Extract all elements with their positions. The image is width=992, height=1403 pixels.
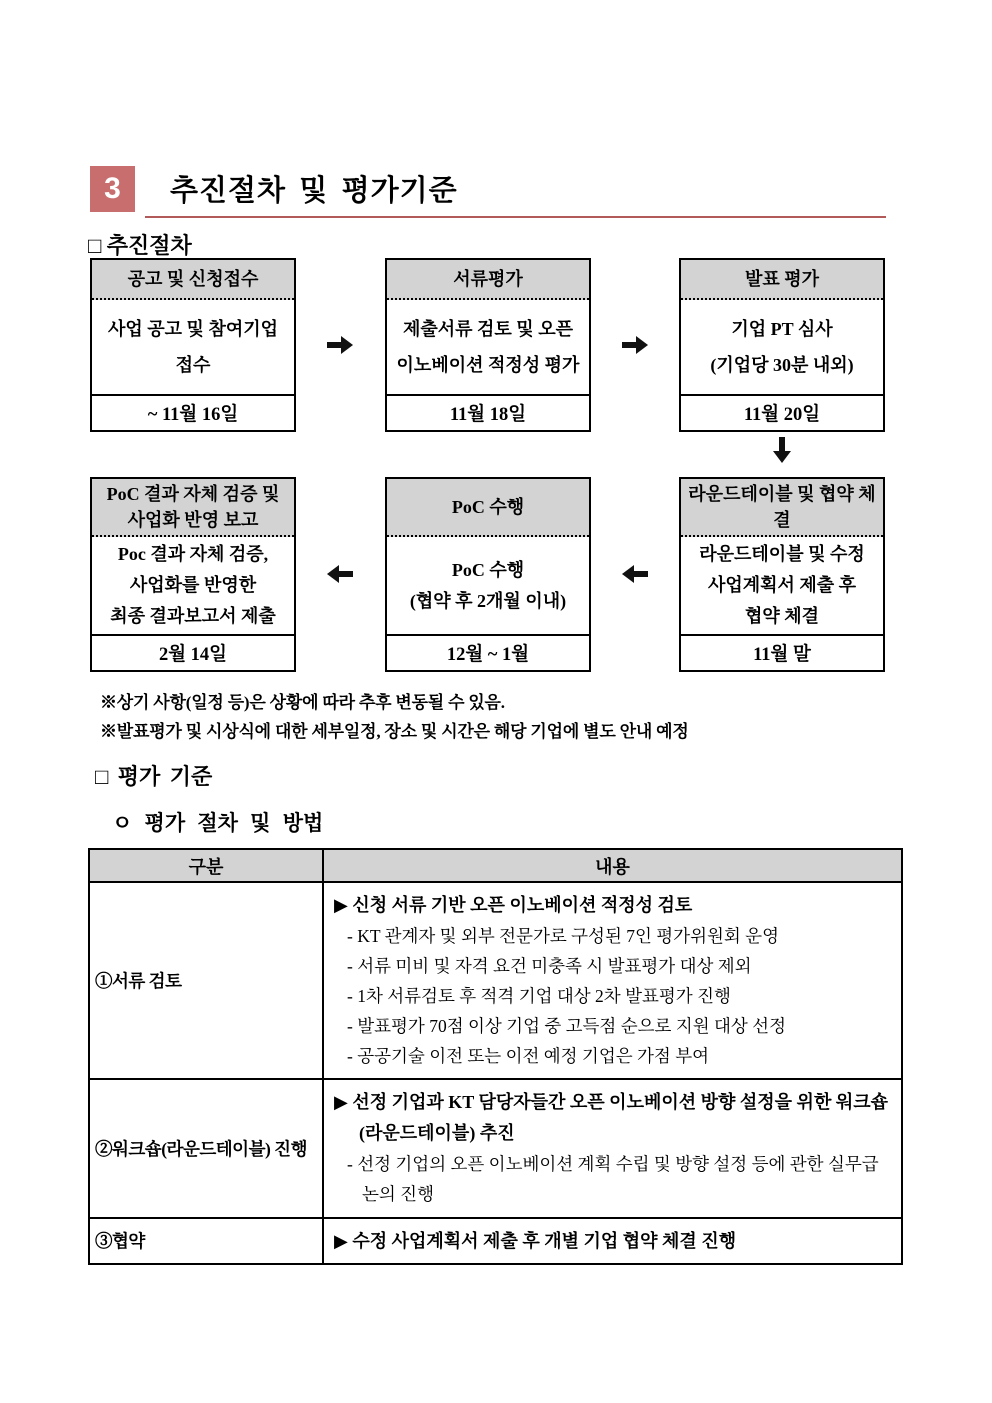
- content-agreement: [323, 1218, 902, 1265]
- table-row: [89, 882, 902, 1079]
- category-workshop: ②워크숍(라운드테이블) 진행: [89, 1079, 323, 1217]
- dash-line: - 발표평가 70점 이상 기업 중 고득점 순으로 지원 대상 선정: [347, 1016, 786, 1037]
- step-date: 11월 18일: [387, 394, 589, 430]
- step-desc: Poc 결과 자체 검증, 사업화를 반영한 최종 결과보고서 제출: [110, 544, 276, 626]
- category-document-review: ①서류 검토: [89, 882, 323, 1079]
- step-title: PoC 수행: [387, 479, 589, 537]
- bullet-line: ▶ 신청 서류 기반 오픈 이노베이션 적정성 검토: [334, 895, 693, 915]
- step-title: 라운드테이블 및 협약 체결: [681, 479, 883, 537]
- step-date: 11월 말: [681, 634, 883, 670]
- table-header-category: 구분: [89, 849, 323, 882]
- note-line: ※상기 사항(일정 등)은 상황에 따라 추후 변동될 수 있음.: [100, 693, 505, 712]
- step-title: 발표 평가: [681, 260, 883, 300]
- step-title: PoC 결과 자체 검증 및 사업화 반영 보고: [92, 479, 294, 537]
- category-agreement: ③협약: [89, 1218, 323, 1265]
- step-desc: 제출서류 검토 및 오픈 이노베이션 적정성 평가: [396, 319, 580, 375]
- evaluation-table: [88, 848, 903, 1265]
- flow-step-roundtable-agreement: [679, 477, 885, 672]
- arrow-down-icon: [773, 436, 791, 464]
- dash-line: - 선정 기업의 오픈 이노베이션 계획 수립 및 방향 설정 등에 관한 실무급 논의 진행: [347, 1154, 879, 1205]
- step-date: 12월 ~ 1월: [387, 634, 589, 670]
- page-title: 추진절차 및 평가기준: [170, 175, 458, 207]
- table-header-content: 내용: [323, 849, 902, 882]
- section-number-badge: 3: [90, 166, 135, 212]
- step-desc: 기업 PT 심사 (기업당 30분 내외): [710, 319, 854, 375]
- dash-line: - 1차 서류검토 후 적격 기업 대상 2차 발표평가 진행: [347, 986, 731, 1007]
- arrow-right-icon: [621, 336, 649, 354]
- step-title: 서류평가: [387, 260, 589, 300]
- step-date: 2월 14일: [92, 634, 294, 670]
- title-underline: [145, 216, 886, 218]
- bullet-line: ▶ 선정 기업과 KT 담당자들간 오픈 이노베이션 방향 설정을 위한 워크숍(라운드테이블) 추진: [334, 1092, 888, 1144]
- step-date: 11월 20일: [681, 394, 883, 430]
- step-desc: PoC 수행 (협약 후 2개월 이내): [409, 559, 567, 611]
- table-header-row: [89, 849, 902, 882]
- content-document-review: [323, 882, 902, 1079]
- flow-step-poc-execution: [385, 477, 591, 672]
- arrow-right-icon: [326, 336, 354, 354]
- flow-step-presentation-eval: [679, 258, 885, 432]
- flow-step-poc-report: [90, 477, 296, 672]
- table-row: [89, 1079, 902, 1217]
- dash-line: - 서류 미비 및 자격 요건 미충족 시 발표평가 대상 제외: [347, 956, 752, 977]
- content-workshop: [323, 1079, 902, 1217]
- step-date: ~ 11월 16일: [92, 394, 294, 430]
- flow-step-announcement: [90, 258, 296, 432]
- flow-step-document-eval: [385, 258, 591, 432]
- procedure-heading: □ 추진절차: [88, 233, 192, 258]
- dash-line: - KT 관계자 및 외부 전문가로 구성된 7인 평가위원회 운영: [347, 925, 779, 946]
- note-line: ※발표평가 및 시상식에 대한 세부일정, 장소 및 시간은 해당 기업에 별도 안내 예정: [100, 722, 689, 741]
- step-desc: 사업 공고 및 참여기업 접수: [108, 319, 278, 375]
- step-desc: 라운드테이블 및 수정 사업계획서 제출 후 협약 체결: [699, 544, 865, 626]
- evaluation-heading: □ 평가 기준: [95, 764, 213, 789]
- arrow-left-icon: [326, 565, 354, 583]
- step-title: 공고 및 신청접수: [92, 260, 294, 300]
- bullet-line: ▶ 수정 사업계획서 제출 후 개별 기업 협약 체결 진행: [334, 1230, 737, 1251]
- table-row: [89, 1218, 902, 1265]
- dash-line: - 공공기술 이전 또는 이전 예정 기업은 가점 부여: [347, 1046, 710, 1067]
- arrow-left-icon: [621, 565, 649, 583]
- evaluation-subheading: ㅇ 평가 절차 및 방법: [112, 811, 324, 835]
